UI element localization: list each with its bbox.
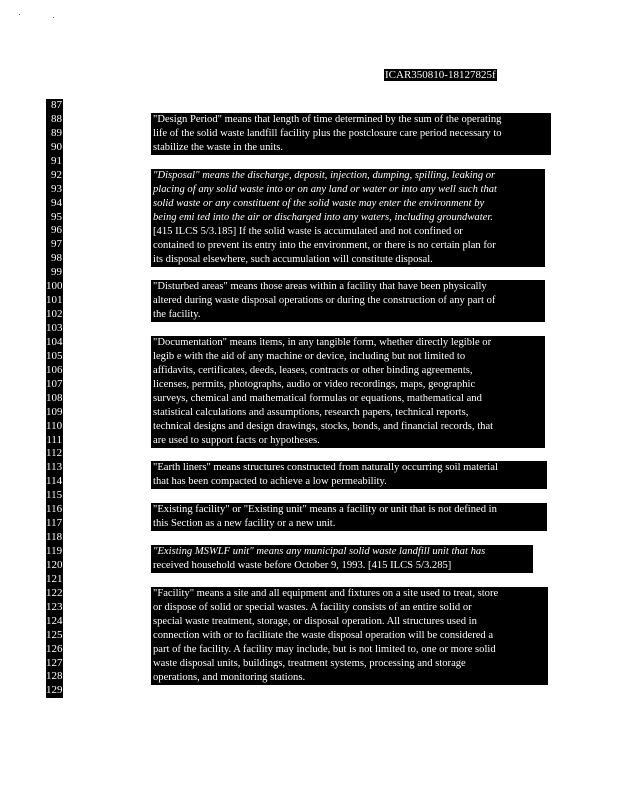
line-number: 107 <box>46 377 63 390</box>
text-line: [415 ILCS 5/3.185] If the solid waste is accumulated and not confined or <box>153 225 463 237</box>
text-line: connection with or to facilitate the waste disposal operation will be considered a <box>153 629 494 641</box>
line-number: 108 <box>46 391 63 404</box>
text-line: "Facility" means a site and all equipment and fixtures on a site used to treat, store <box>153 588 499 599</box>
line-number: 124 <box>46 614 63 627</box>
line-number: 97 <box>51 238 62 251</box>
text-line: "Disturbed areas" means those areas within a facility that have been physically <box>153 281 487 292</box>
line-number: 98 <box>51 252 62 265</box>
line-number: 111 <box>46 433 62 446</box>
line-number: 116 <box>46 503 63 516</box>
line-number: 109 <box>46 405 63 418</box>
line-number: 117 <box>46 517 63 530</box>
text-line: life of the solid waste landfill facility plus the postclosure care period necessary to <box>153 127 502 139</box>
line-number: 101 <box>46 294 63 307</box>
document-id: ICAR350810-18127825f <box>385 69 496 81</box>
text-line: "Documentation" means items, in any tangible form, whether directly legible or <box>153 337 492 348</box>
line-number: 96 <box>51 224 62 237</box>
text-line: or dispose of solid or special wastes. A facility consists of an entire solid or <box>153 601 472 613</box>
line-number: 128 <box>46 670 63 683</box>
line-number: 88 <box>51 112 62 125</box>
line-number: 105 <box>46 349 63 362</box>
line-number: 95 <box>51 210 62 223</box>
text-line: solid waste or any constituent of the solid waste may enter the environment by <box>153 197 485 209</box>
text-line: surveys, chemical and mathematical formulas or equations, mathematical and <box>153 392 482 404</box>
line-number: 90 <box>51 140 62 153</box>
line-number: 119 <box>46 545 63 557</box>
text-line: "Disposal" means the discharge, deposit, injection, dumping, spilling, leaking or <box>153 170 496 181</box>
definition-earth-liners <box>151 461 547 489</box>
text-line: that has been compacted to achieve a low permeability. <box>153 475 387 487</box>
definition-existing-mswlf-unit <box>151 545 533 573</box>
line-number: 121 <box>46 572 63 585</box>
definition-documentation <box>151 336 545 448</box>
definition-disturbed-areas <box>151 280 545 322</box>
text-line: placing of any solid waste into or on any land or water or into any well such that <box>153 183 497 195</box>
definition-disposal <box>151 169 545 267</box>
text-line: contained to prevent its entry into the environment, or there is no certain plan for <box>153 239 496 251</box>
line-number: 115 <box>46 489 63 502</box>
text-line: being emi ted into the air or discharged into any waters, including groundwater. <box>153 211 493 223</box>
line-number: 118 <box>46 531 63 544</box>
line-number: 120 <box>46 558 63 571</box>
line-number: 125 <box>46 628 63 641</box>
line-number: 129 <box>46 684 63 697</box>
line-number: 99 <box>51 266 62 279</box>
text-line: altered during waste disposal operations or during the construction of any part of <box>153 294 496 306</box>
text-line: licenses, permits, photographs, audio or video recordings, maps, geographic <box>153 378 476 390</box>
line-number: 106 <box>46 363 63 376</box>
text-line: the facility. <box>153 308 201 320</box>
text-line: statistical calculations and assumptions, research papers, technical reports, <box>153 406 469 418</box>
text-line: "Earth liners" means structures constructed from naturally occurring soil material <box>153 462 498 473</box>
text-line: part of the facility. A facility may include, but is not limited to, one or more solid <box>153 643 496 655</box>
line-number: 110 <box>46 419 63 432</box>
line-number: 102 <box>46 308 63 321</box>
line-number: 123 <box>46 600 63 613</box>
text-line: special waste treatment, storage, or disposal operation. All structures used in <box>153 615 477 627</box>
text-line: technical designs and design drawings, stocks, bonds, and financial records, that <box>153 420 494 432</box>
line-number: 122 <box>46 586 63 599</box>
line-number: 92 <box>51 168 62 181</box>
text-line: "Design Period" means that length of time determined by the sum of the operating <box>153 114 502 125</box>
line-number: 89 <box>51 126 62 139</box>
text-line: received household waste before October 9, 1993. [415 ILCS 5/3.285] <box>153 559 452 571</box>
line-number: 127 <box>46 656 63 669</box>
line-number: 112 <box>46 447 63 460</box>
scan-speck <box>19 14 20 15</box>
line-number: 113 <box>46 461 63 474</box>
text-line: stabilize the waste in the units. <box>153 141 284 153</box>
definition-facility <box>151 587 548 685</box>
text-line: legib e with the aid of any machine or device, including but not limited to <box>153 350 466 362</box>
line-number: 104 <box>46 335 63 348</box>
line-number: 103 <box>46 322 63 334</box>
text-line: this Section as a new facility or a new unit. <box>153 517 336 529</box>
text-line: its disposal elsewhere, such accumulation will constitute disposal. <box>153 253 433 265</box>
line-number: 114 <box>46 475 63 488</box>
definition-design-period <box>151 113 551 155</box>
line-number: 126 <box>46 642 63 655</box>
text-line: are used to support facts or hypotheses. <box>153 434 320 446</box>
line-number: 93 <box>51 182 62 195</box>
text-line: "Existing facility" or "Existing unit" means a facility or unit that is not defined in <box>153 504 497 515</box>
text-line: operations, and monitoring stations. <box>153 671 306 683</box>
line-number: 87 <box>51 99 62 111</box>
line-number: 91 <box>51 154 62 167</box>
line-number: 94 <box>51 196 62 209</box>
text-line: waste disposal units, buildings, treatment systems, processing and storage <box>153 657 466 669</box>
definition-existing-facility <box>151 503 547 531</box>
text-line: "Existing MSWLF unit" means any municipal solid waste landfill unit that has <box>153 546 486 557</box>
line-number: 100 <box>46 280 63 293</box>
scan-speck <box>53 17 54 18</box>
line-number-gutter <box>46 99 63 698</box>
text-line: affidavits, certificates, deeds, leases, contracts or other binding agreements, <box>153 364 473 376</box>
